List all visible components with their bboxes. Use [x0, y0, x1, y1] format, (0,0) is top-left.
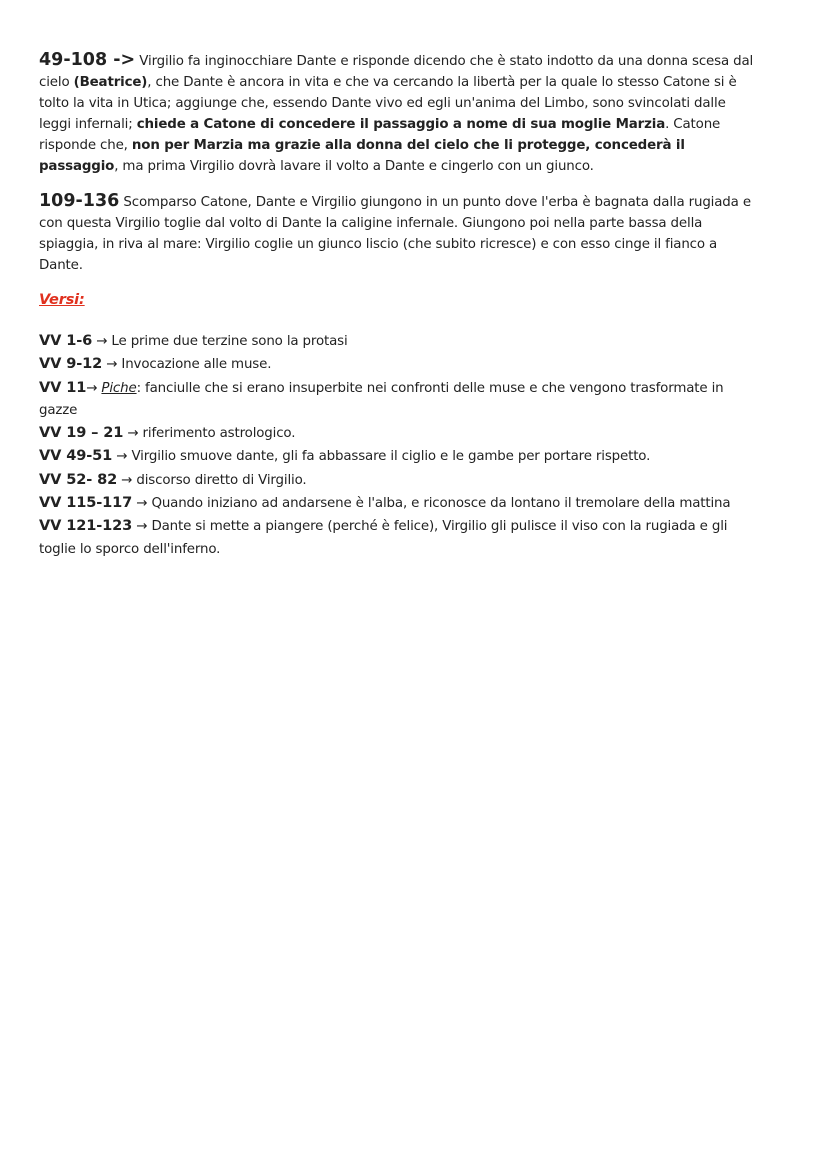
bold-run: chiede a Catone di concedere il passaggio a nome di sua moglie Marzia: [136, 117, 666, 132]
verses-list: [39, 330, 758, 561]
verse-key: VV 49-51: [39, 447, 113, 465]
verse-text: → discorso diretto di Virgilio.: [117, 472, 307, 488]
versi-heading: Versi:: [39, 292, 85, 308]
section-heading: 49-108 ->: [39, 50, 136, 70]
verse-text: → riferimento astrologico.: [123, 426, 296, 442]
text-run: , che Dante è ancora in vita e che va cercando la libertà per la quale lo stesso Catone si è tolto la vita in Utica; aggiunge che, essendo Dante vivo ed egli un'anima del Limbo, sono svincolati dalle leggi infernali;: [39, 75, 737, 132]
verse-line: [39, 492, 758, 515]
paragraph-109-136: [39, 191, 758, 276]
verse-key: VV 11: [39, 378, 87, 396]
verse-text: → Quando iniziano ad andarsene è l'alba, e riconosce da lontano il tremolare della mattina: [132, 496, 731, 512]
paragraph-49-108: [39, 50, 758, 177]
text-run: , ma prima Virgilio dovrà lavare il volto a Dante e cingerlo con un giunco.: [114, 159, 594, 174]
text-run: Scomparso Catone, Dante e Virgilio giungono in un punto dove l'erba è bagnata dalla rugiada e con questa Virgilio toglie dal volto di Dante la caligine infernale. Giungono poi nella parte bassa della spiaggia, in riva al mare: Virgilio coglie un giunco liscio (che subito ricresce) e con esso cinge il fianco a Dante.: [39, 195, 751, 273]
verse-line: [39, 353, 758, 376]
verse-text: → Le prime due terzine sono la protasi: [92, 334, 348, 349]
verse-key: VV 121-123: [39, 517, 133, 535]
piche-term: Piche: [101, 380, 137, 396]
verse-key: VV 52- 82: [39, 470, 118, 488]
verse-key: VV 115-117: [39, 494, 133, 512]
verse-text: → Virgilio smuove dante, gli fa abbassare il ciglio e le gambe per portare rispetto.: [112, 449, 651, 465]
verse-text: →: [86, 380, 102, 396]
verse-text: : fanciulle che si erano insuperbite nei confronti delle muse e che vengono trasformate in gazze: [39, 380, 724, 418]
verse-line: [39, 469, 758, 492]
bold-run: (Beatrice): [73, 75, 148, 90]
verse-key: VV 1-6: [39, 332, 93, 349]
verse-key: VV 19 – 21: [39, 424, 124, 442]
verse-line: [39, 330, 758, 353]
verse-line: [39, 422, 758, 445]
section-heading: 109-136: [39, 191, 120, 211]
verse-text: → Dante si mette a piangere (perché è felice), Virgilio gli pulisce il viso con la rugiada e gli toglie lo sporco dell'inferno.: [39, 519, 728, 557]
verse-line: [39, 515, 758, 561]
verse-line: [39, 377, 758, 423]
text-run: Virgilio fa inginocchiare Dante e risponde dicendo che è stato indotto da una donna scesa dal cielo: [39, 54, 754, 90]
verse-line: [39, 445, 758, 468]
verse-key: VV 9-12: [39, 355, 103, 373]
verse-text: → Invocazione alle muse.: [102, 357, 272, 373]
text-run: . Catone risponde che,: [39, 117, 721, 153]
bold-run: non per Marzia ma grazie alla donna del cielo che li protegge, concederà il passaggio: [39, 138, 685, 174]
